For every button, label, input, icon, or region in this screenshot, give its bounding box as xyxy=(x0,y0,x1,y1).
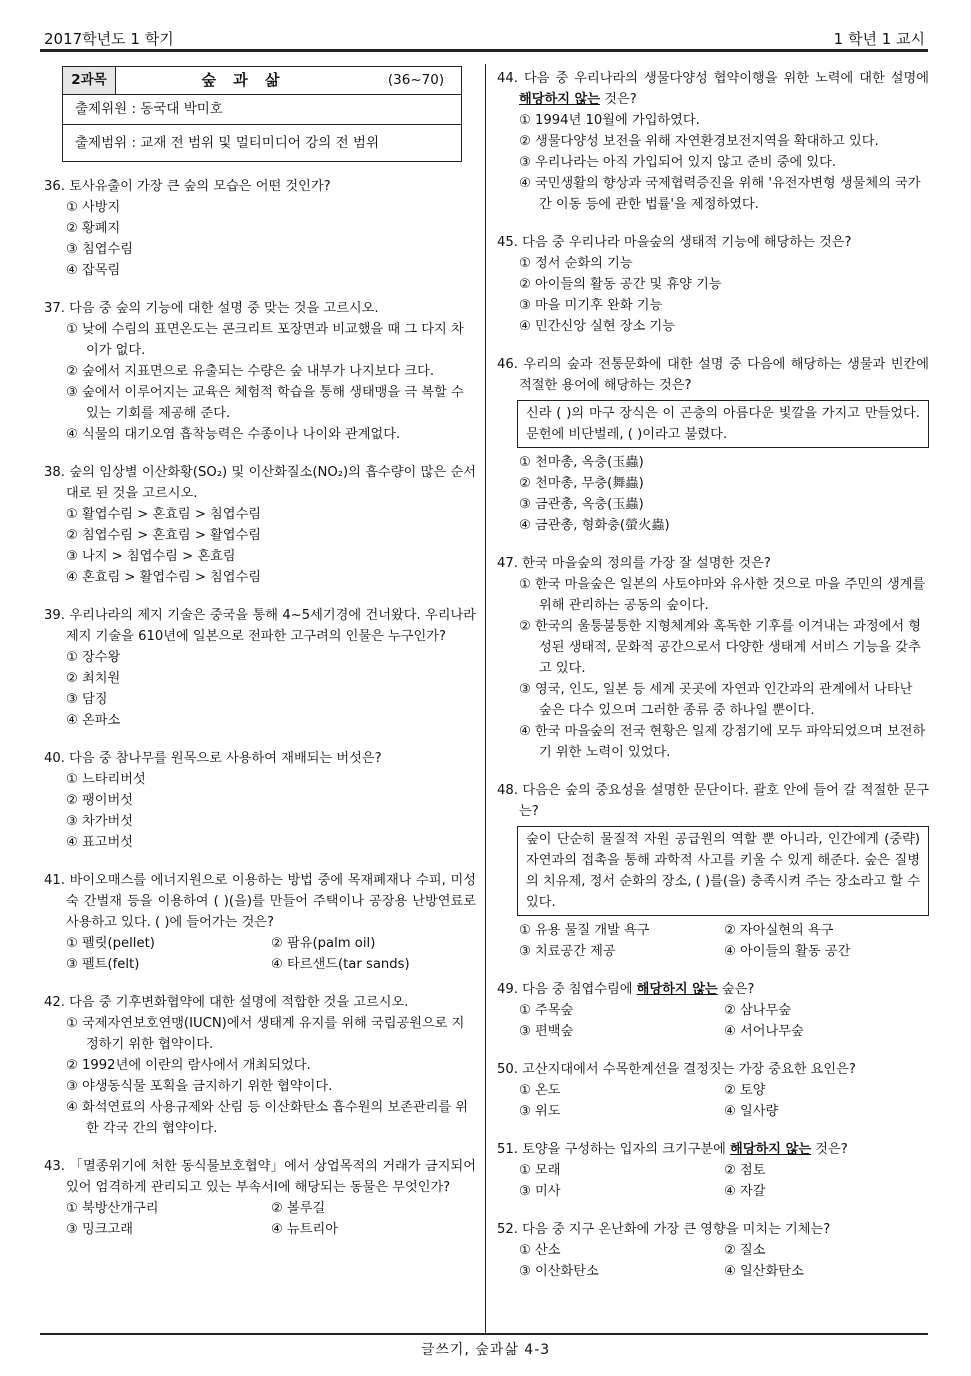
option-3[interactable]: ③ 이산화탄소 xyxy=(519,1264,599,1279)
passage-box: 신라 ( )의 마구 장식은 이 곤충의 아름다운 빛깔을 가지고 만들었다. 문헌에 비단벌레, ( )이라고 불렸다. xyxy=(517,400,929,448)
option-3[interactable]: ③ 위도 xyxy=(519,1104,561,1119)
option-1[interactable]: ① 장수왕 xyxy=(66,650,121,665)
option-4[interactable]: ④ 온파소 xyxy=(66,713,121,728)
option-2[interactable]: ② 팽이버섯 xyxy=(66,793,133,808)
option-1[interactable]: ① 유용 물질 개발 욕구 xyxy=(519,923,650,938)
option-4[interactable]: ④ 자갈 xyxy=(724,1184,766,1199)
page-footer: 글쓰기, 숲과삶 4-3 xyxy=(420,1342,551,1358)
option-4[interactable]: ④ 국민생활의 향상과 국제협력증진을 위해 '유전자변형 생물체의 국가 간 이동 등에 관한 법률'을 제정하였다. xyxy=(519,176,921,212)
header-semester: 2017학년도 1 학기 xyxy=(44,30,174,48)
question-stem: 40. 다음 중 참나무를 원목으로 사용하여 재배되는 버섯은? xyxy=(44,751,382,766)
option-3[interactable]: ③ 펠트(felt) xyxy=(66,957,140,972)
option-3[interactable]: ③ 금관총, 옥충(玉蟲) xyxy=(519,497,644,512)
option-2[interactable]: ② 삼나무숲 xyxy=(724,1003,791,1018)
option-3[interactable]: ③ 밍크고래 xyxy=(66,1222,133,1237)
bottom-rule xyxy=(40,1333,928,1335)
option-1[interactable]: ① 북방산개구리 xyxy=(66,1201,159,1216)
subject-author: 출제위원 : 동국대 박미호 xyxy=(63,95,461,125)
question-44 xyxy=(497,68,929,215)
question-stem: 37. 다음 중 숲의 기능에 대한 설명 중 맞는 것을 고르시오. xyxy=(44,301,379,316)
option-1[interactable]: ① 산소 xyxy=(519,1243,561,1258)
option-2[interactable]: ② 숲에서 지표면으로 유출되는 수량은 숲 내부가 나지보다 크다. xyxy=(66,364,435,379)
question-stem: 48. 다음은 숲의 중요성을 설명한 문단이다. 괄호 안에 들어 갈 적절한 문구는? xyxy=(497,783,929,819)
question-stem xyxy=(497,68,929,110)
option-4[interactable]: ④ 뉴트리아 xyxy=(271,1222,338,1237)
option-4[interactable]: ④ 식물의 대기오염 흡착능력은 수종이나 나이와 관계없다. xyxy=(66,427,401,442)
top-rule xyxy=(40,49,928,52)
option-4[interactable]: ④ 표고버섯 xyxy=(66,835,133,850)
option-1[interactable]: ① 온도 xyxy=(519,1083,561,1098)
question-46 xyxy=(497,354,929,536)
option-1[interactable]: ① 천마총, 옥충(玉蟲) xyxy=(519,455,644,470)
option-4[interactable]: ④ 일산화탄소 xyxy=(724,1264,804,1279)
question-39 xyxy=(44,605,476,731)
question-38 xyxy=(44,462,476,588)
option-1[interactable]: ① 국제자연보호연맹(IUCN)에서 생태계 유지를 위해 국립공원으로 지정하기 위한 협약이다. xyxy=(66,1016,465,1052)
option-3[interactable]: ③ 숲에서 이루어지는 교육은 체험적 학습을 통해 생태맹을 극 복할 수 있는 기회를 제공해 준다. xyxy=(66,385,464,421)
question-52 xyxy=(497,1219,929,1282)
question-stem: 45. 다음 중 우리나라 마을숲의 생태적 기능에 해당하는 것은? xyxy=(497,235,852,250)
stem-text: 51. 토양을 구성하는 입자의 크기구분에 xyxy=(497,1142,731,1157)
option-4[interactable]: ④ 민간신앙 실현 장소 기능 xyxy=(519,319,675,334)
question-36 xyxy=(44,176,476,281)
header-grade-period: 1 학년 1 교시 xyxy=(833,30,925,48)
option-3[interactable]: ③ 야생동식물 포획을 금지하기 위한 협약이다. xyxy=(66,1079,333,1094)
option-4[interactable]: ④ 혼효림 > 활엽수림 > 침엽수림 xyxy=(66,570,262,585)
question-45 xyxy=(497,232,929,337)
question-stem: 42. 다음 중 기후변화협약에 대한 설명에 적합한 것을 고르시오. xyxy=(44,995,409,1010)
question-49 xyxy=(497,979,929,1042)
subject-info-box xyxy=(62,66,462,162)
option-3[interactable]: ③ 마을 미기후 완화 기능 xyxy=(519,298,663,313)
option-1[interactable]: ① 활엽수림 > 혼효림 > 침엽수림 xyxy=(66,507,262,522)
option-2[interactable]: ② 점토 xyxy=(724,1163,766,1178)
stem-text-end: 것은? xyxy=(600,92,637,107)
option-4[interactable]: ④ 한국 마을숲의 전국 현황은 일제 강점기에 모두 파악되었으며 보전하기 위한 노력이 있었다. xyxy=(519,724,926,760)
stem-text-end: 숲은? xyxy=(717,982,755,997)
option-2[interactable]: ② 생물다양성 보전을 위해 자연환경보전지역을 확대하고 있다. xyxy=(519,134,879,149)
option-4[interactable]: ④ 타르샌드(tar sands) xyxy=(271,957,410,972)
question-stem: 36. 토사유출이 가장 큰 숲의 모습은 어떤 것인가? xyxy=(44,179,331,194)
question-42 xyxy=(44,992,476,1139)
question-47 xyxy=(497,553,929,763)
option-3[interactable]: ③ 침엽수림 xyxy=(66,242,133,257)
option-4[interactable]: ④ 아이들의 활동 공간 xyxy=(724,944,851,959)
stem-text-end: 것은? xyxy=(811,1142,848,1157)
stem-text: 44. 다음 중 우리나라의 생물다양성 협약이행을 위한 노력에 대한 설명에 xyxy=(497,71,929,86)
column-divider xyxy=(485,64,486,1333)
option-3[interactable]: ③ 영국, 인도, 일본 등 세계 곳곳에 자연과 인간과의 관계에서 나타난 숲은 다수 있으며 그러한 종류 중 하나일 뿐이다. xyxy=(519,682,913,718)
option-1[interactable]: ① 느타리버섯 xyxy=(66,772,146,787)
question-stem: 39. 우리나라의 제지 기술은 중국을 통해 4~5세기경에 건너왔다. 우리나라 제지 기술을 610년에 일본으로 전파한 고구려의 인물은 누구인가? xyxy=(44,608,476,644)
option-1[interactable]: ① 펠릿(pellet) xyxy=(66,936,155,951)
question-stem: 52. 다음 중 지구 온난화에 가장 큰 영향을 미치는 기체는? xyxy=(497,1222,831,1237)
question-51 xyxy=(497,1139,929,1202)
question-stem: 47. 한국 마을숲의 정의를 가장 잘 설명한 것은? xyxy=(497,556,771,571)
option-1[interactable]: ① 낮에 수림의 표면온도는 콘크리트 포장면과 비교했을 때 그 다지 차이가 없다. xyxy=(66,322,464,358)
option-3[interactable]: ③ 차가버섯 xyxy=(66,814,133,829)
subject-scope: 출제범위 : 교재 전 범위 및 멀티미디어 강의 전 범위 xyxy=(75,135,379,151)
subject-title: 숲 과 삶 xyxy=(201,71,286,89)
option-2[interactable]: ② 천마총, 무충(舞蟲) xyxy=(519,476,644,491)
question-stem xyxy=(497,1139,929,1160)
passage-box: 숲이 단순히 물질적 자원 공급원의 역할 뿐 아니라, 인간에게 (중략) 자연과의 접촉을 통해 과학적 사고를 키울 수 있게 해준다. 숲은 질병의 치유제, 정서 순화의 장소, ( )를(을) 충족시켜 주는 장소라고 할 수 있다. xyxy=(517,826,929,916)
option-1[interactable]: ① 한국 마을숲은 일본의 사토야마와 유사한 것으로 마을 주민의 생계를 위해 관리하는 공동의 숲이다. xyxy=(519,577,926,613)
option-1[interactable]: ① 사방지 xyxy=(66,200,121,215)
option-1[interactable]: ① 주목숲 xyxy=(519,1003,574,1018)
option-2[interactable]: ② 침엽수림 > 혼효림 > 활엽수림 xyxy=(66,528,262,543)
option-3[interactable]: ③ 미사 xyxy=(519,1184,561,1199)
option-3[interactable]: ③ 편백숲 xyxy=(519,1024,574,1039)
left-column xyxy=(44,66,476,1240)
stem-text: 49. 다음 중 침엽수림에 xyxy=(497,982,637,997)
emphasis: 해당하지 않는 xyxy=(730,1142,812,1157)
option-2[interactable]: ② 볼루길 xyxy=(271,1201,326,1216)
option-2[interactable]: ② 황폐지 xyxy=(66,221,121,236)
option-1[interactable]: ① 모래 xyxy=(519,1163,561,1178)
option-4[interactable]: ④ 잡목림 xyxy=(66,263,121,278)
emphasis: 해당하지 않는 xyxy=(636,982,718,997)
option-3[interactable]: ③ 치료공간 제공 xyxy=(519,944,616,959)
option-2[interactable]: ② 1992년에 이란의 람사에서 개최되었다. xyxy=(66,1058,311,1073)
option-4[interactable]: ④ 화석연료의 사용규제와 산림 등 이산화탄소 흡수원의 보존관리를 위한 각국 간의 협약이다. xyxy=(66,1100,469,1136)
question-stem: 43. 「멸종위기에 처한 동식물보호협약」에서 상업목적의 거래가 금지되어 있어 엄격하게 관리되고 있는 부속서Ⅰ에 해당되는 동물은 무엇인가? xyxy=(44,1159,476,1195)
option-4[interactable]: ④ 서어나무숲 xyxy=(724,1024,804,1039)
option-1[interactable]: ① 정서 순화의 기능 xyxy=(519,256,633,271)
option-3[interactable]: ③ 우리나라는 아직 가입되어 있지 않고 준비 중에 있다. xyxy=(519,155,837,170)
option-3[interactable]: ③ 담징 xyxy=(66,692,108,707)
question-stem: 46. 우리의 숲과 전통문화에 대한 설명 중 다음에 해당하는 생물과 빈칸에 적절한 용어에 해당하는 것은? xyxy=(497,357,929,393)
question-41 xyxy=(44,870,476,975)
question-range: (36~70) xyxy=(387,72,445,88)
option-2[interactable]: ② 자아실현의 욕구 xyxy=(724,923,834,938)
question-48 xyxy=(497,780,929,962)
option-2[interactable]: ② 최치원 xyxy=(66,671,121,686)
question-stem xyxy=(497,979,929,1000)
option-2[interactable]: ② 토양 xyxy=(724,1083,766,1098)
question-43 xyxy=(44,1156,476,1240)
question-37 xyxy=(44,298,476,445)
option-2[interactable]: ② 질소 xyxy=(724,1243,766,1258)
question-50 xyxy=(497,1059,929,1122)
question-stem: 50. 고산지대에서 수목한계선을 결정짓는 가장 중요한 요인은? xyxy=(497,1062,856,1077)
subject-code: 2과목 xyxy=(63,67,116,94)
option-3[interactable]: ③ 나지 > 침엽수림 > 혼효림 xyxy=(66,549,236,564)
option-2[interactable]: ② 아이들의 활동 공간 및 휴양 기능 xyxy=(519,277,722,292)
option-4[interactable]: ④ 일사량 xyxy=(724,1104,779,1119)
emphasis: 해당하지 않는 xyxy=(519,92,601,107)
right-column xyxy=(497,66,929,1282)
question-stem: 38. 숲의 임상별 이산화황(SO₂) 및 이산화질소(NO₂)의 흡수량이 많은 순서대로 된 것을 고르시오. xyxy=(44,465,476,501)
question-40 xyxy=(44,748,476,853)
option-2[interactable]: ② 팜유(palm oil) xyxy=(271,936,376,951)
option-4[interactable]: ④ 금관총, 형화충(螢火蟲) xyxy=(519,518,670,533)
question-stem: 41. 바이오매스를 에너지원으로 이용하는 방법 중에 목재폐재나 수피, 미성숙 간벌재 등을 이용하여 ( )(을)를 만들어 주택이나 공장용 난방연료로 사용하고 있다. ( )에 들어가는 것은? xyxy=(44,873,476,930)
option-2[interactable]: ② 한국의 울퉁불퉁한 지형체계와 혹독한 기후를 이겨내는 과정에서 형성된 생태적, 문화적 공간으로서 다양한 생태계 서비스 기능을 갖추고 있다. xyxy=(519,619,922,676)
option-1[interactable]: ① 1994년 10월에 가입하였다. xyxy=(519,113,700,128)
